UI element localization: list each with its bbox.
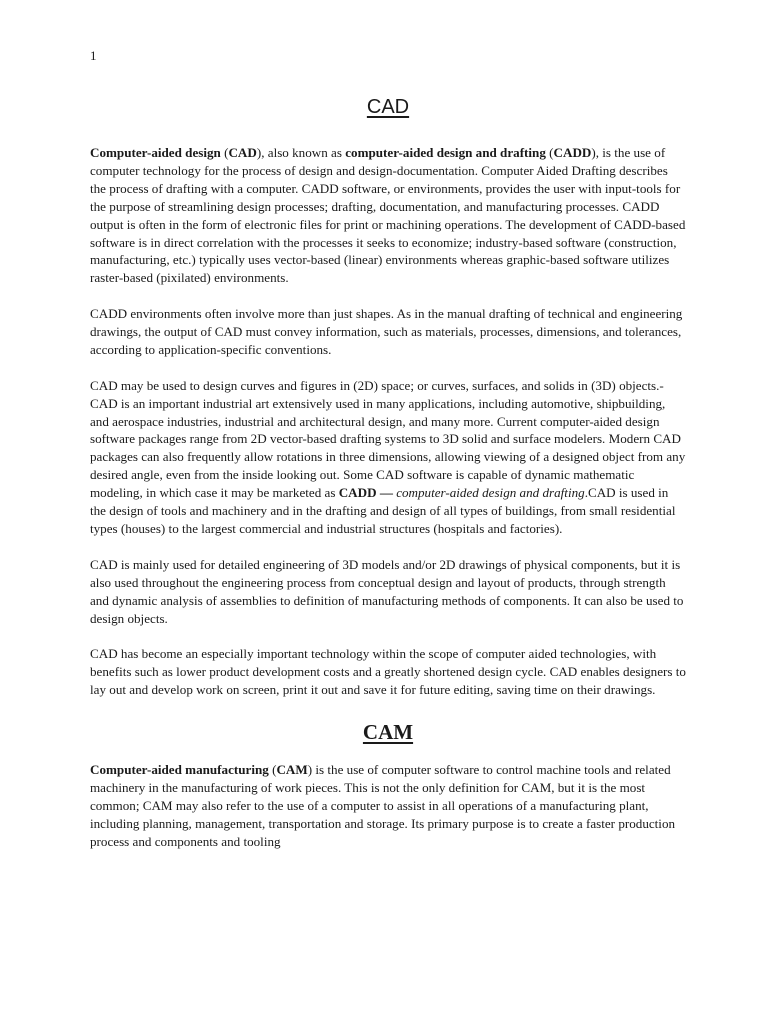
cadd-definition-italic: computer-aided design and drafting <box>396 485 585 501</box>
cad-paragraph-4: CAD is mainly used for detailed engineering of 3D models and/or 2D drawings of physical components, but it is also used throughout the engineering process from conceptual design and layout of products, through strength and dynamic analysis of assemblies to definition of manufacturing methods of components. It can also be used to design objects. <box>90 556 684 626</box>
cad-paragraph-2: CADD environments often involve more than just shapes. As in the manual drafting of technical and engineering drawings, the output of CAD must convey information, such as materials, processes, dimensions, and tolerances, according to application-specific conventions. <box>90 306 683 357</box>
text-run: CAD may be used to design curves and figures in (2D) space; or curves, surfaces, and solids in (3D) objects.-CAD is an important industrial art extensively used in many applications, including automotive, shipbuilding, and aerospace industries, industrial and architectural design, and many more. Current computer-aided design software packages range from 2D vector-based drafting systems to 3D solid and surface modelers. Modern CAD packages can also frequently allow rotations in three dimensions, allowing viewing of a designed object from any desired angle, even from the inside looking out. Some CAD software is capable of dynamic mathematic modeling, in which case it may be marketed as <box>90 377 686 501</box>
text-run: ) is the use of computer software to control machine tools and related machinery in the manufacturing of work pieces. This is not the only definition for CAM, but it is the most common; CAM may also refer to the use of a computer to assist in all operations of a manufacturing plant, including planning, management, transportation and storage. Its primary purpose is to create a faster production process and components and tooling <box>90 761 676 849</box>
cam-term-bold: Computer-aided manufacturing <box>90 761 269 777</box>
cad-paragraph-5: CAD has become an especially important technology within the scope of computer aided technologies, with benefits such as lower product development costs and a greatly shortened design cycle. CAD enables designers to lay out and develop work on screen, print it out and save it for future editing, saving time on their drawings. <box>90 646 686 698</box>
text-run: .CAD is used in the design of tools and machinery and in the drafting and design of all types of buildings, from small residential types (houses) to the largest commercial and industrial structures (hospitals and factories). <box>90 485 676 536</box>
text-run: ( <box>545 145 554 160</box>
text-run: ), is the use of computer technology for the process of design and design-documentation. Computer Aided Drafting describes the process of drafting with a computer. CADD software, or environments, provides the user with input-tools for the purpose of streamlining design processes; drafting, documentation, and manufacturing processes. CADD output is often in the form of electronic files for print or machining operations. The development of CADD-based software is in direct correlation with the processes it seeks to economize; industry-based software (construction, manufacturing, etc.) typically uses vector-based (linear) environments whereas graphic-based software utilizes raster-based (pixilated) environments. <box>90 145 686 286</box>
page-number: 1 <box>90 48 97 63</box>
cad-heading: CAD <box>366 96 410 118</box>
document-body <box>90 92 686 868</box>
cadd-abbrev-bold: CADD <box>553 145 592 160</box>
cadd-bold: CADD <box>338 485 377 501</box>
text-run: ( <box>220 145 229 160</box>
cad-term-bold: Computer-aided design <box>90 145 221 160</box>
text-run: ( <box>268 761 277 777</box>
em-dash: — <box>376 485 397 501</box>
cam-abbrev-bold: CAM <box>276 761 308 777</box>
cam-paragraph-1 <box>90 761 686 851</box>
cad-paragraph-1 <box>90 144 686 287</box>
cam-heading: CAM <box>362 719 414 744</box>
cadd-term-bold: computer-aided design and drafting <box>345 145 546 160</box>
cad-abbrev-bold: CAD <box>228 145 257 160</box>
cad-paragraph-3 <box>90 377 686 538</box>
text-run: ), also known as <box>256 145 346 160</box>
